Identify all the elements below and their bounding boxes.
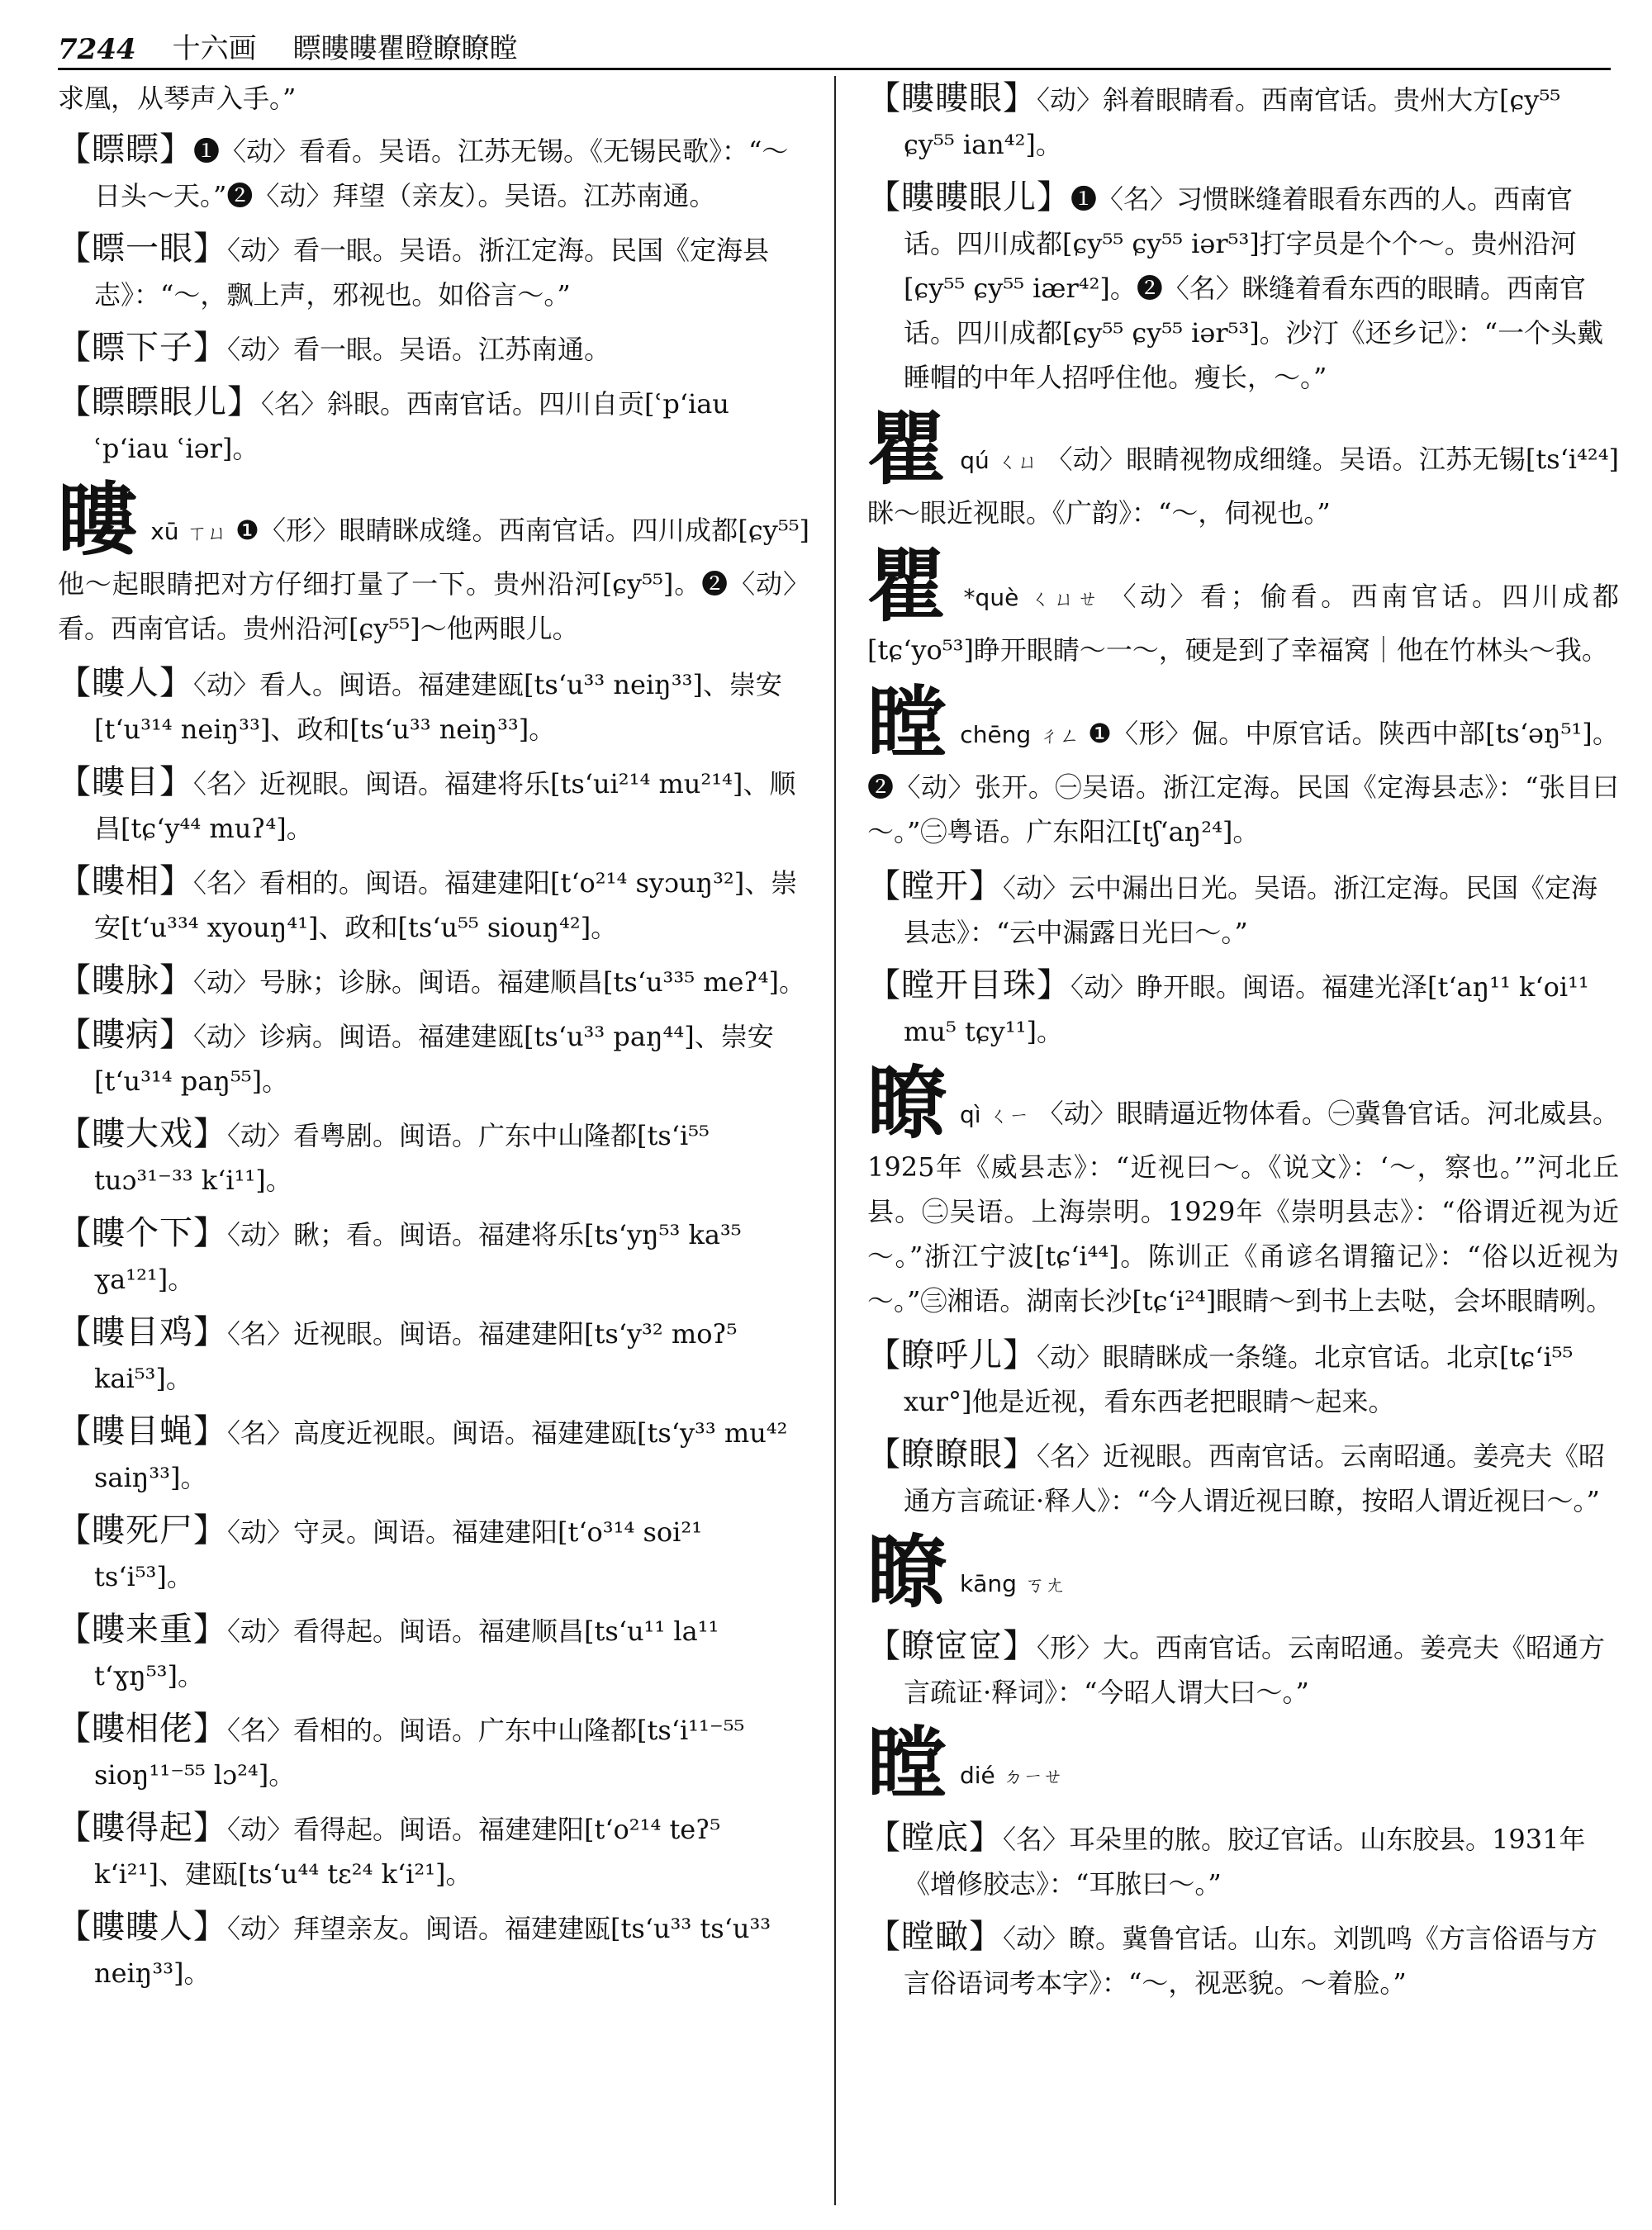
header-rule <box>58 68 1611 70</box>
entry-headword: 【瞜相】 <box>58 862 193 900</box>
entry-headword: 【瞭宧宧】 <box>867 1627 1037 1665</box>
zhuyin: ㄎㄤ <box>1024 1573 1065 1597</box>
header-chars: 瞟瞜瞜瞿瞪瞭瞭瞠 <box>292 32 518 65</box>
zhuyin: ㄑㄩ <box>997 450 1038 473</box>
entry-definition: 〈动〉看一眼。吴语。江苏南通。 <box>227 334 611 365</box>
dictionary-entry <box>58 1310 809 1401</box>
head-character: 瞿 <box>867 402 947 496</box>
head-character-entry <box>58 473 810 651</box>
head-definition: ❶〈形〉倔。中原官话。陕西中部[tsʻəŋ⁵¹]。❷〈动〉张开。㊀吴语。浙江定海。民国《定海县志》：“张目曰～。”㊁粤语。广东阳江[tʃʻaŋ²⁴]。 <box>867 718 1620 847</box>
entry-definition: 〈名〉高度近视眼。闽语。福建建瓯[tsʻy³³ mu⁴² saiŋ³³]。 <box>94 1417 788 1493</box>
dictionary-entry <box>867 175 1619 400</box>
entry-definition: 〈动〉看得起。闽语。福建顺昌[tsʻu¹¹ la¹¹ tʻɣŋ⁵³]。 <box>94 1616 719 1691</box>
entry-headword: 【瞜病】 <box>58 1016 193 1054</box>
dictionary-entry <box>58 1211 809 1302</box>
zhuyin: ㄒㄩ <box>187 521 228 544</box>
head-character-entry <box>867 676 1620 854</box>
entry-headword: 【瞟瞟眼儿】 <box>58 383 261 421</box>
pinyin: qì <box>960 1101 981 1128</box>
entry-headword: 【瞜死尸】 <box>58 1511 227 1549</box>
entry-headword: 【瞜来重】 <box>58 1611 227 1649</box>
head-definition: 〈动〉眼睛逼近物体看。㊀冀鲁官话。河北威县。1925年《威县志》：“近视曰～。《说文》：‘～，察也。’”河北丘县。㊁吴语。上海崇明。1929年《崇明县志》：“俗谓近视为近～。”浙江宁波[tɕʻi⁴⁴]。陈训正《甬谚名谓籀记》：“俗以近视为～。”㊂湘语。湖南长沙[tɕʻi²⁴]眼睛～到书上去哒，会坏眼睛咧。 <box>867 1098 1620 1317</box>
dictionary-entry <box>58 859 809 950</box>
zhuyin: ㄑㄩㄝ <box>1027 587 1102 610</box>
entry-definition: 〈名〉近视眼。闽语。福建建阳[tsʻy³² moʔ⁵ kai⁵³]。 <box>94 1318 738 1394</box>
entry-headword: 【瞜个下】 <box>58 1214 227 1252</box>
entry-definition: 〈动〉看得起。闽语。福建建阳[tʻo²¹⁴ teʔ⁵ kʻi²¹]、建瓯[tsʻu⁴⁴ tɛ²⁴ kʻi²¹]。 <box>94 1814 721 1890</box>
dictionary-entry <box>58 958 809 1004</box>
entry-definition: ❶〈名〉习惯眯缝着眼看东西的人。西南官话。四川成都[ɕy⁵⁵ ɕy⁵⁵ iər⁵³]打字员是个个～。贵州沿河[ɕy⁵⁵ ɕy⁵⁵ iær⁴²]。❷〈名〉眯缝着看东西的眼睛。西南官话。四川成都[ɕy⁵⁵ ɕy⁵⁵ iər⁵³]。沙汀《还乡记》：“一个头戴睡帽的中年人招呼住他。瘦长，～。” <box>904 183 1604 393</box>
entry-definition: 〈动〉瞭。冀鲁官话。山东。刘凯鸣《方言俗语与方言俗语词考本字》：“～，视恶貌。～着脸。” <box>904 1923 1598 1999</box>
head-character-entry <box>867 539 1619 672</box>
entry-headword: 【瞜脉】 <box>58 961 193 999</box>
head-character: 瞭 <box>867 1525 947 1619</box>
entry-headword: 【瞜瞜眼儿】 <box>867 178 1070 216</box>
head-character-entry <box>867 1525 1619 1619</box>
right-column <box>867 76 1619 2213</box>
entry-definition: 〈形〉大。西南官话。云南昭通。姜亮夫《昭通方言疏证·释词》：“今昭人谓大曰～。” <box>904 1632 1606 1708</box>
dictionary-entry <box>58 226 809 317</box>
entry-definition: 〈动〉斜着眼睛看。西南官话。贵州大方[ɕy⁵⁵ ɕy⁵⁵ ian⁴²]。 <box>904 84 1561 160</box>
head-character-entry <box>867 402 1620 535</box>
entry-headword: 【瞜目鸡】 <box>58 1313 227 1351</box>
zhuyin: ㄉㄧㄝ <box>1003 1765 1063 1788</box>
entry-definition: 〈动〉号脉；诊脉。闽语。福建顺昌[tsʻu³³⁵ meʔ⁴]。 <box>193 966 805 998</box>
section-label: 十六画 <box>172 32 257 65</box>
dictionary-entry <box>58 760 809 851</box>
head-character-entry <box>867 1717 1619 1810</box>
dictionary-entry <box>867 1624 1619 1715</box>
dictionary-entry <box>58 380 809 471</box>
dictionary-entry <box>58 1508 809 1599</box>
head-character: 瞠 <box>867 676 947 770</box>
entry-definition: 〈名〉看相的。闽语。广东中山隆都[tsʻi¹¹⁻⁵⁵ sioŋ¹¹⁻⁵⁵ lɔ²⁴]。 <box>94 1715 745 1791</box>
zhuyin: ㄔㄥ <box>1039 724 1080 747</box>
head-definition: ❶〈形〉眼睛眯成缝。西南官话。四川成都[ɕy⁵⁵]他～起眼睛把对方仔细打量了一下。贵州沿河[ɕy⁵⁵]。❷〈动〉看。西南官话。贵州沿河[ɕy⁵⁵]～他两眼儿。 <box>58 515 810 644</box>
pinyin: kāng <box>960 1570 1017 1597</box>
entry-definition: 〈动〉守灵。闽语。福建建阳[tʻo³¹⁴ soi²¹ tsʻi⁵³]。 <box>94 1516 703 1592</box>
dictionary-entry <box>867 76 1619 167</box>
entry-headword: 【瞠底】 <box>867 1819 1003 1857</box>
entry-text: 求凰，从琴声入手。” <box>58 83 297 114</box>
dictionary-entry <box>58 661 809 752</box>
entry-headword: 【瞜目蝇】 <box>58 1412 227 1450</box>
entry-headword: 【瞟瞟】 <box>58 130 193 168</box>
dictionary-entry <box>867 1914 1619 2005</box>
entry-headword: 【瞠开目珠】 <box>867 966 1070 1004</box>
entry-definition: 〈名〉斜眼。西南官话。四川自贡[ʿpʻiau ʿpʻiau ʿiər]。 <box>94 388 729 464</box>
entry-headword: 【瞜人】 <box>58 664 193 702</box>
head-character: 瞭 <box>867 1056 947 1150</box>
dictionary-entry <box>58 1607 809 1698</box>
entry-headword: 【瞟下子】 <box>58 329 227 367</box>
entry-definition: ❶〈动〉看看。吴语。江苏无锡。《无锡民歌》：“～日头～天。”❷〈动〉拜望（亲友）。吴语。江苏南通。 <box>94 135 789 211</box>
head-character: 瞿 <box>867 539 951 633</box>
entry-definition: 〈名〉耳朵里的脓。胶辽官话。山东胶县。1931年《增修胶志》：“耳脓曰～。” <box>904 1824 1586 1900</box>
entry-definition: 〈动〉看一眼。吴语。浙江定海。民国《定海县志》：“～，飘上声，邪视也。如俗言～。” <box>94 235 770 311</box>
dictionary-entry <box>867 1432 1619 1523</box>
dictionary-entry <box>58 1409 809 1500</box>
pinyin: dié <box>960 1762 995 1789</box>
entry-headword: 【瞜大戏】 <box>58 1115 227 1153</box>
entry-headword: 【瞠开】 <box>867 867 1003 905</box>
dictionary-entry <box>867 1815 1619 1906</box>
entry-headword: 【瞭呼儿】 <box>867 1336 1037 1374</box>
head-character: 瞠 <box>867 1717 947 1810</box>
entry-definition: 〈动〉云中漏出日光。吴语。浙江定海。民国《定海县志》：“云中漏露日光曰～。” <box>904 872 1598 948</box>
entry-headword: 【瞜瞜人】 <box>58 1908 227 1946</box>
dictionary-entry <box>867 1333 1619 1424</box>
entry-headword: 【瞜目】 <box>58 763 193 801</box>
left-column <box>58 76 809 2213</box>
page-header <box>58 17 1602 66</box>
head-character: 瞜 <box>58 473 138 567</box>
head-definition: 〈动〉眼睛视物成细缝。吴语。江苏无锡[tsʻi⁴²⁴]眯～眼近视眼。《广韵》：“～，伺视也。” <box>867 444 1620 529</box>
dictionary-entry <box>58 1013 809 1103</box>
dictionary-entry <box>58 1112 809 1203</box>
head-character-entry <box>867 1056 1620 1323</box>
entry-headword: 【瞜相佬】 <box>58 1710 227 1748</box>
page-number: 7244 <box>58 33 136 66</box>
dictionary-entry <box>58 1805 809 1896</box>
entry-headword: 【瞭瞭眼】 <box>867 1435 1037 1473</box>
entry-definition: 〈动〉看人。闽语。福建建瓯[tsʻu³³ neiŋ³³]、崇安[tʻu³¹⁴ neiŋ³³]、政和[tsʻu³³ neiŋ³³]。 <box>94 669 782 745</box>
entry-definition: 〈名〉近视眼。西南官话。云南昭通。姜亮夫《昭通方言疏证·释人》：“今人谓近视曰瞭，按昭人谓近视曰～。” <box>904 1440 1606 1516</box>
entry-headword: 【瞠瞰】 <box>867 1918 1003 1956</box>
entry-definition: 〈动〉眼睛眯成一条缝。北京官话。北京[tɕʻi⁵⁵ xur°]他是近视，看东西老把眼睛～起来。 <box>904 1341 1574 1417</box>
pinyin: xū <box>150 518 179 545</box>
dictionary-entry <box>58 1905 809 1995</box>
entry-definition: 〈动〉诊病。闽语。福建建瓯[tsʻu³³ paŋ⁴⁴]、崇安[tʻu³¹⁴ paŋ⁵⁵]。 <box>94 1021 774 1097</box>
pinyin: *què <box>963 584 1019 611</box>
continued-text <box>58 76 809 121</box>
dictionary-entry <box>867 864 1619 955</box>
entry-definition: 〈名〉近视眼。闽语。福建将乐[tsʻui²¹⁴ mu²¹⁴]、顺昌[tɕʻy⁴⁴ muʔ⁴]。 <box>94 768 796 844</box>
entry-definition: 〈名〉看相的。闽语。福建建阳[tʻo²¹⁴ syɔuŋ³²]、崇安[tʻu³³⁴ xyouŋ⁴¹]、政和[tsʻu⁵⁵ siouŋ⁴²]。 <box>94 867 798 943</box>
pinyin: chēng <box>960 721 1032 748</box>
entry-headword: 【瞜得起】 <box>58 1809 227 1847</box>
zhuyin: ㄑㄧ <box>989 1104 1029 1127</box>
pinyin: qú <box>960 447 990 474</box>
entry-headword: 【瞟一眼】 <box>58 230 227 268</box>
entry-definition: 〈动〉睁开眼。闽语。福建光泽[tʻaŋ¹¹ kʻoi¹¹ mu⁵ tɕy¹¹]。 <box>904 971 1589 1047</box>
entry-definition: 〈动〉瞅；看。闽语。福建将乐[tsʻyŋ⁵³ ka³⁵ ɣa¹²¹]。 <box>94 1219 742 1295</box>
dictionary-entry <box>58 1706 809 1797</box>
dictionary-entry <box>867 963 1619 1054</box>
head-definition: 〈动〉看；偷看。西南官话。四川成都[tɕʻyo⁵³]睁开眼睛～一～，硬是到了幸福窝｜他在竹林头～我。 <box>867 581 1619 666</box>
entry-headword: 【瞜瞜眼】 <box>867 79 1037 117</box>
dictionary-entry <box>58 127 809 218</box>
dictionary-entry <box>58 325 809 372</box>
column-divider <box>834 76 836 2205</box>
entry-definition: 〈动〉看粤剧。闽语。广东中山隆都[tsʻi⁵⁵ tuɔ³¹⁻³³ kʻi¹¹]。 <box>94 1120 710 1196</box>
entry-definition: 〈动〉拜望亲友。闽语。福建建瓯[tsʻu³³ tsʻu³³ neiŋ³³]。 <box>94 1913 771 1989</box>
